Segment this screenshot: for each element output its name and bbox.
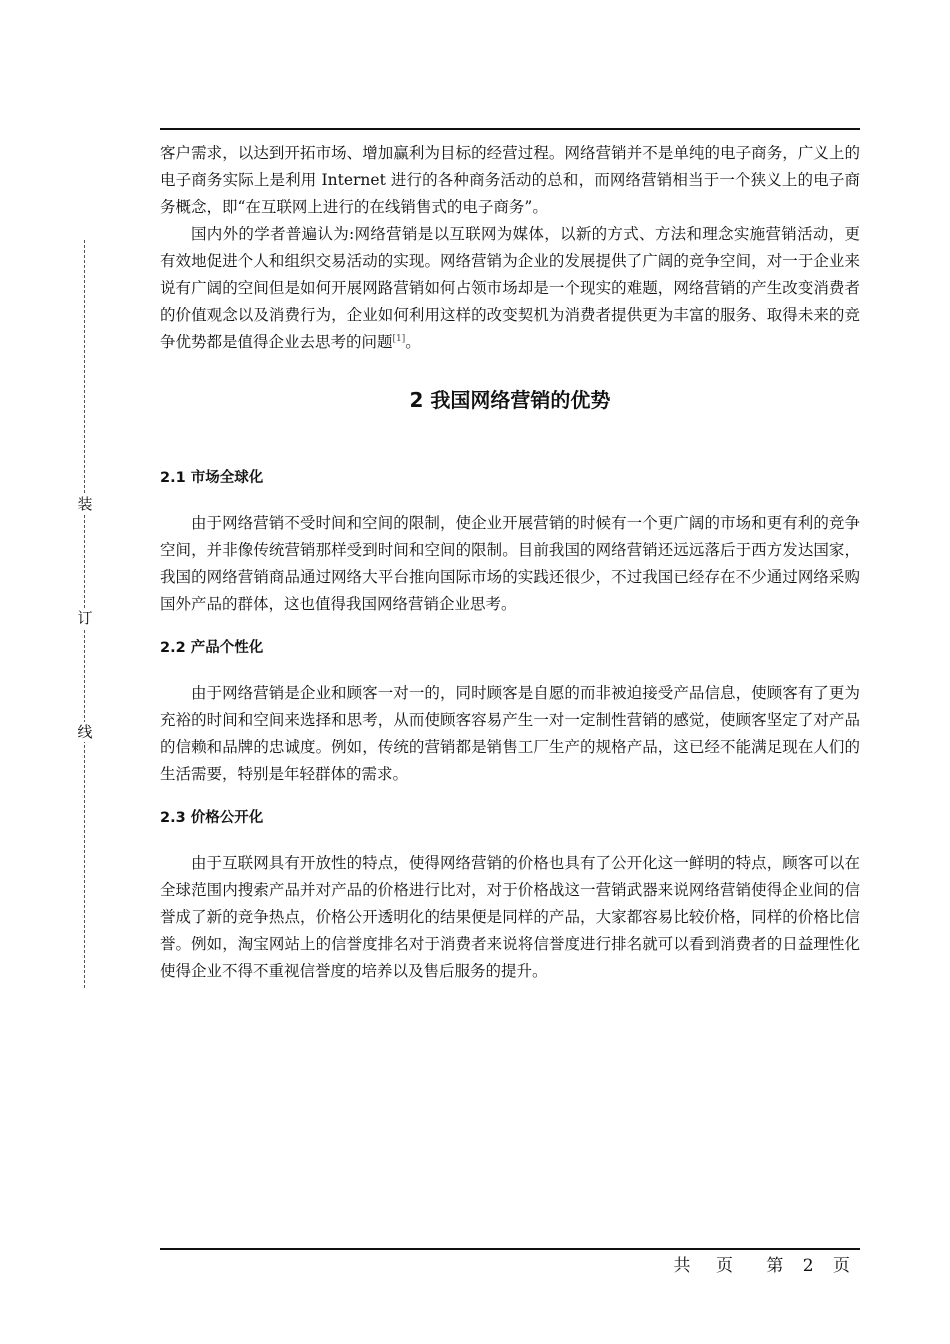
- section-body-2-2: 由于网络营销是企业和顾客一对一的，同时顾客是自愿的而非被迫接受产品信息，使顾客有了更为充裕的时间和空间来选择和思考，从而使顾客容易产生一对一定制性营销的感觉，使顾客坚定了对产品的信赖和品牌的忠诚度。例如，传统的营销都是销售工厂生产的规格产品，这已经不能满足现在人们的生活需要，特别是年轻群体的需求。: [160, 684, 860, 783]
- section-heading-2-1: 2.1 市场全球化: [160, 470, 264, 486]
- footer-ye: 页: [833, 1256, 850, 1276]
- binding-label-zhuang: 装: [77, 495, 93, 513]
- footer-rule: [160, 1248, 860, 1250]
- footer-ye-total: 页: [715, 1256, 733, 1276]
- page-footer: [674, 1254, 850, 1278]
- section-heading-2-3: 2.3 价格公开化: [160, 810, 264, 826]
- header-rule: [160, 128, 860, 130]
- section-heading-2-2: 2.2 产品个性化: [160, 640, 264, 656]
- paragraph-continuation: 客户需求，以达到开拓市场、增加赢利为目标的经营过程。网络营销并不是单纯的电子商务，广义上的电子商务实际上是利用 Internet 进行的各种商务活动的总和，而网络营销相当于一个狭义上的电子商务概念，即“在互联网上进行的在线销售式的电子商务”。: [160, 144, 860, 216]
- chapter-title: 2 我国网络营销的优势: [409, 388, 611, 412]
- paragraph-definition: [160, 221, 860, 356]
- footer-di: 第: [766, 1256, 784, 1276]
- section-body-2-3: 由于互联网具有开放性的特点，使得网络营销的价格也具有了公开化这一鲜明的特点，顾客可以在全球范围内搜索产品并对产品的价格进行比对，对于价格战这一营销武器来说网络营销使得企业间的信誉成了新的竞争热点，价格公开透明化的结果便是同样的产品，大家都容易比较价格，同样的价格比信誉。例如，淘宝网站上的信誉度排名对于消费者来说将信誉度进行排名就可以看到消费者的日益理性化使得企业不得不重视信誉度的培养以及售后服务的提升。: [160, 854, 860, 980]
- citation-ref: [1]: [392, 333, 406, 344]
- document-body: [160, 140, 860, 985]
- binding-label-xian: 线: [77, 723, 93, 741]
- binding-label-ding: 订: [77, 609, 93, 627]
- section-body-2-1: 由于网络营销不受时间和空间的限制，使企业开展营销的时候有一个更广阔的市场和更有利的竞争空间，并非像传统营销那样受到时间和空间的限制。目前我国的网络营销还远远落后于西方发达国家，我国的网络营销商品通过网络大平台推向国际市场的实践还很少，不过我国已经存在不少通过网络采购国外产品的群体，这也值得我国网络营销企业思考。: [160, 514, 860, 613]
- footer-gong: 共: [673, 1256, 691, 1276]
- paragraph-definition-text: 国内外的学者普遍认为:网络营销是以互联网为媒体，以新的方式、方法和理念实施营销活动，更有效地促进个人和组织交易活动的实现。网络营销为企业的发展提供了广阔的竞争空间，对一于企业来说有广阔的空间但是如何开展网路营销如何占领市场却是一个现实的难题，网络营销的产生改变消费者的价值观念以及消费行为，企业如何利用这样的改变契机为消费者提供更为丰富的服务、取得未来的竞争优势都是值得企业去思考的问题: [160, 225, 860, 351]
- page-number: 2: [802, 1256, 814, 1276]
- paragraph-definition-end: 。: [405, 333, 421, 351]
